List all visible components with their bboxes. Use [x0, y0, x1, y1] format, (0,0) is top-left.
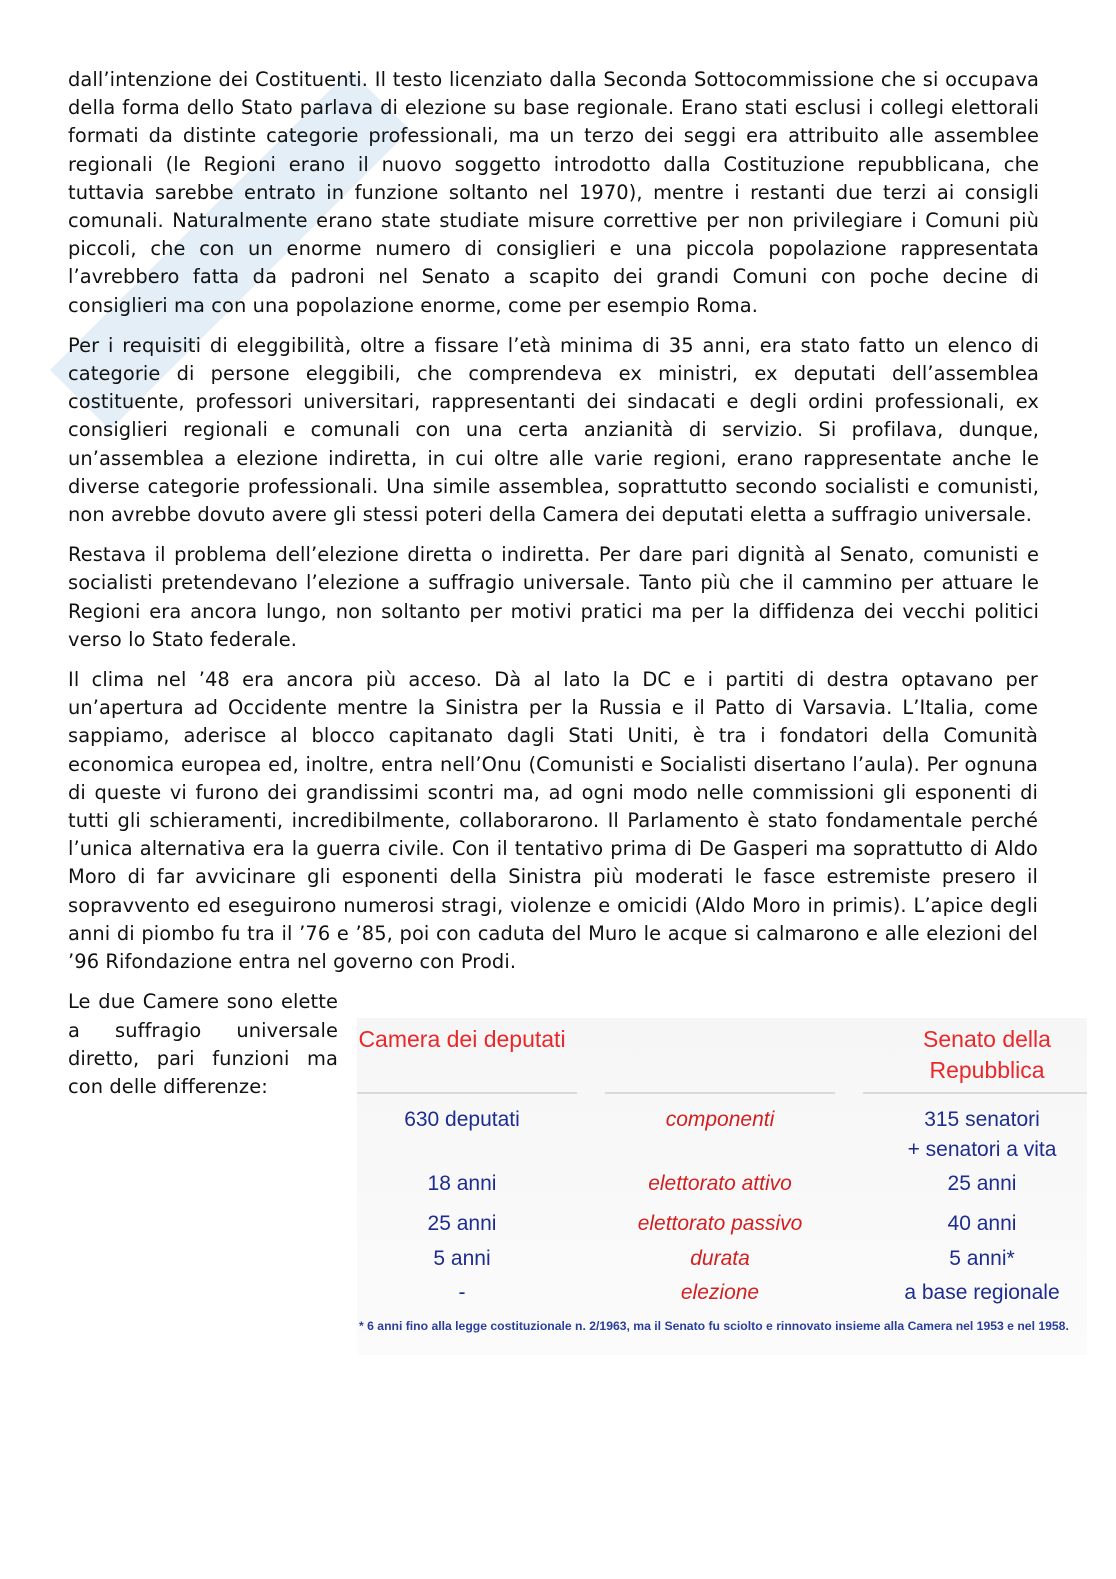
label-elettorato-attivo: elettorato attivo	[648, 1172, 792, 1195]
chambers-comparison-table	[357, 1018, 1087, 1355]
paragraph-1: dall’intenzione dei Costituenti. Il testo licenziato dalla Seconda Sottocommissione che si occupava della forma dello Stato parlava di elezione su base regionale. Erano stati esclusi i collegi elettorali formati da distinte categorie professionali, ma un terzo dei seggi era attribuito alle assemblee regionali (le Regioni erano il nuovo soggetto introdotto dalla Costituzione repubblicana, che tuttavia sarebbe entrato in funzione soltanto nel 1970), mentre i restanti due terzi ai consigli comunali. Naturalmente erano state studiate misure correttive per non privilegiare i Comuni più piccoli, che con un enorme numero di consiglieri e una piccola popolazione rappresentata l’avrebbero fatta da padroni nel Senato a scapito dei grandi Comuni con poche decine di consiglieri ma con una popolazione enorme, come per esempio Roma.	[68, 68, 1039, 317]
paragraph-5: Le due Camere sono elette a suffragio universale diretto, pari funzioni ma con delle differenze:	[68, 990, 338, 1098]
table-wrap-offset	[1038, 666, 1039, 1012]
camera-durata: 5 anni	[433, 1247, 491, 1270]
header-camera: Camera dei deputati	[358, 1026, 566, 1052]
label-componenti: componenti	[665, 1108, 775, 1131]
divider-right	[863, 1092, 1087, 1094]
header-senato: Senato della Repubblica	[923, 1026, 1051, 1083]
senato-durata: 5 anni*	[949, 1247, 1015, 1270]
divider-middle	[605, 1092, 835, 1094]
table-footnote: * 6 anni fino alla legge costituzionale n. 2/1963, ma il Senato fu sciolto e rinnovato insieme alla Camera nel 1953 e nel 1958.	[359, 1319, 1069, 1333]
paragraph-4	[68, 666, 1039, 976]
label-elettorato-passivo: elettorato passivo	[637, 1212, 803, 1235]
camera-elettorato-passivo: 25 anni	[427, 1212, 497, 1235]
camera-elezione: -	[458, 1281, 466, 1304]
senato-elettorato-attivo: 25 anni	[947, 1172, 1017, 1195]
senato-componenti-extra: + senatori a vita	[907, 1138, 1057, 1161]
camera-elettorato-attivo: 18 anni	[427, 1172, 497, 1195]
label-elezione: elezione	[680, 1281, 760, 1304]
senato-elezione: a base regionale	[904, 1281, 1060, 1304]
label-durata: durata	[690, 1247, 750, 1270]
divider-left	[357, 1092, 577, 1094]
senato-elettorato-passivo: 40 anni	[947, 1212, 1017, 1235]
senato-componenti: 315 senatori	[924, 1108, 1040, 1131]
paragraph-2: Per i requisiti di eleggibilità, oltre a fissare l’età minima di 35 anni, era stato fatto un elenco di categorie di persone eleggibili, che comprendeva ex ministri, ex deputati dell’assemblea costituente, professori universitari, rappresentanti dei sindacati e degli ordini professionali, ex consiglieri regionali e comunali con una certa anzianità di servizio. Si profilava, dunque, un’assemblea a elezione indiretta, in cui oltre alle varie regioni, erano rappresentate anche le diverse categorie professionali. Una simile assemblea, soprattutto secondo socialisti e comunisti, non avrebbe dovuto avere gli stessi poteri della Camera dei deputati eletta a suffragio universale.	[68, 333, 1039, 527]
camera-componenti: 630 deputati	[404, 1108, 520, 1131]
paragraph-3: Restava il problema dell’elezione diretta o indiretta. Per dare pari dignità al Senato, comunisti e socialisti pretendevano l’elezione a suffragio universale. Tanto più che il cammino per attuare le Regioni era ancora lungo, non soltanto per motivi pratici ma per la diffidenza dei vecchi politici verso lo Stato federale.	[68, 543, 1039, 651]
paragraph-4-text: Il clima nel ’48 era ancora più acceso. Dà al lato la DC e i partiti di destra optavano per un’apertura ad Occidente mentre la Sinistra per la Russia e il Patto di Varsavia. L’Italia, come sappiamo, aderisce al blocco capitanato dagli Stati Uniti, è tra i fondatori della Comunità economica europea ed, inoltre, entra nell’Onu (Comunisti e Socialisti disertano l’aula). Per ognuna di queste vi furono dei grandissimi scontri ma, ad ogni modo nelle commissioni gli esponenti di tutti gli schieramenti, incredibilmente, collaborarono. Il Parlamento è stato fondamentale perché l’unica alternativa era la guerra civile. Con il tentativo prima di De Gasperi ma soprattutto di Aldo Moro di far avvicinare gli esponenti della Sinistra più moderati le fasce estremiste presero il sopravvento ed eseguirono numerosi stragi, violenze e omicidi (Aldo Moro in primis). L’apice degli anni di piombo fu tra il ’76 e ’85, poi con caduta del Muro le acque si calmarono e alle elezioni del ’96 Rifondazione entra nel governo con Prodi.	[68, 668, 1038, 974]
